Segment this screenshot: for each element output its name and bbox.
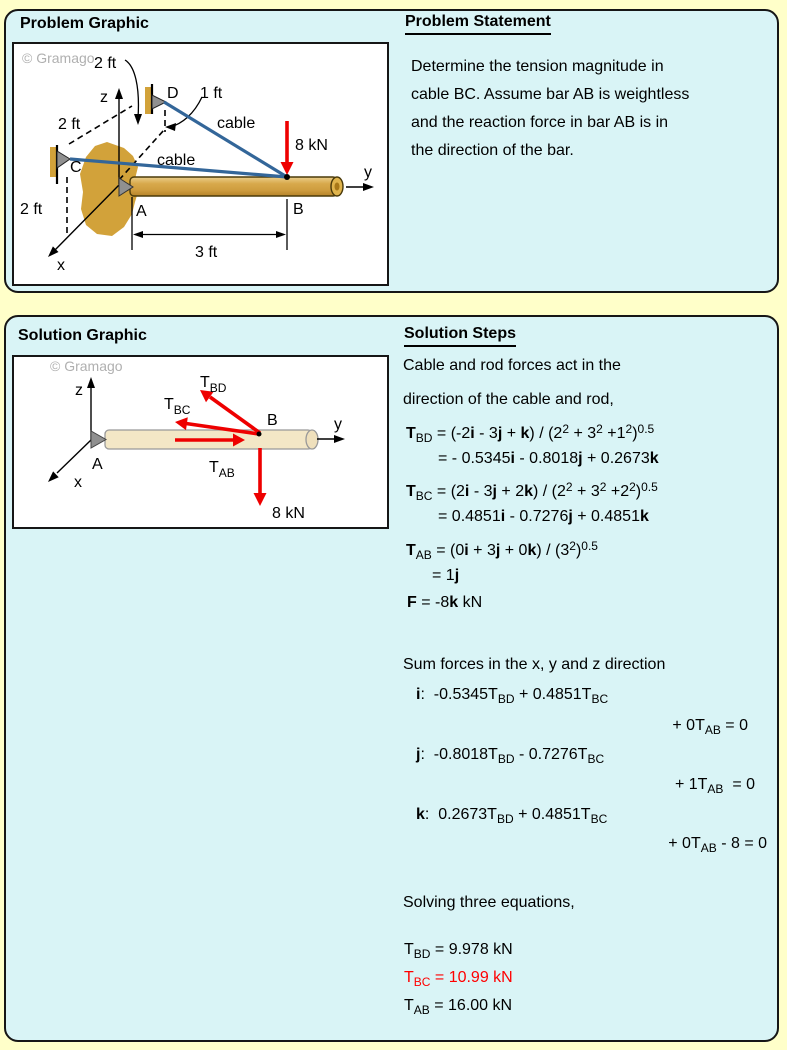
problem-statement-title: Problem Statement xyxy=(405,13,551,35)
y-axis-arrowhead xyxy=(334,435,345,443)
dim-3ft-label: 3 ft xyxy=(195,244,218,261)
callout-curve-2ft xyxy=(125,60,138,118)
equation-tab: $T_{AB} = (0i + 3j + 0k) / (3^2)^{0.5}$ xyxy=(406,539,598,562)
solution-graphic-title: Solution Graphic xyxy=(18,327,147,344)
point-b-label: B xyxy=(293,201,304,218)
z-axis-label: z xyxy=(75,382,83,399)
steps-intro-line: direction of the cable and rod, xyxy=(403,391,614,408)
steps-intro-line: Cable and rod forces act in the xyxy=(403,357,621,374)
point-d-label: D xyxy=(167,85,179,102)
point-b-dot xyxy=(284,174,290,180)
point-b-dot xyxy=(257,432,262,437)
problem-graphic-box xyxy=(12,42,389,286)
bar-end-cap-center xyxy=(335,183,340,191)
bar-end-cap xyxy=(306,430,318,449)
z-axis-label: z xyxy=(100,89,108,106)
problem-diagram-svg xyxy=(14,44,387,284)
equation-sum-j-cont: + $1T_{AB} = 0$ xyxy=(674,776,755,796)
support-triangle-a xyxy=(91,431,106,448)
point-a-label: A xyxy=(136,203,147,220)
problem-graphic-title: Problem Graphic xyxy=(20,15,149,32)
statement-line: the direction of the bar. xyxy=(411,142,574,159)
statement-line: and the reaction force in bar AB is in xyxy=(411,114,669,131)
problem-statement-text xyxy=(411,53,689,165)
callout-arrowhead-2ft xyxy=(134,114,142,125)
z-axis-arrowhead xyxy=(87,377,95,388)
equation-sum-i-cont: + $0T_{AB} = 0$ xyxy=(672,717,748,737)
z-axis-arrowhead xyxy=(115,88,123,99)
sum-forces-heading: Sum forces in the x, y and z direction xyxy=(403,656,666,673)
tbc-arrowhead xyxy=(175,417,188,430)
equation-tbd: $T_{BD} = (-2i - 3j + k) / (2^2 + 3^2 +1^2)^{0.5}$ xyxy=(406,422,655,445)
dim-2ft-bottom-label: 2 ft xyxy=(20,201,43,218)
result-tab: $T_{AB} = 16.00$ kN xyxy=(404,997,513,1017)
equation-tbc-result: = 0.4851i - 0.7276j + 0.4851k xyxy=(438,508,649,525)
tbd-vector-label: $T_{BD}$ xyxy=(200,374,227,395)
force-label: 8 kN xyxy=(295,137,328,154)
result-tbc: $T_{BC} = 10.99$ kN xyxy=(404,969,513,989)
solution-graphic-box xyxy=(12,355,389,529)
bar-ab xyxy=(130,177,337,196)
solving-heading: Solving three equations, xyxy=(403,894,575,911)
anchor-triangle-c xyxy=(57,151,70,168)
dim-1ft-label: 1 ft xyxy=(200,85,223,102)
statement-line: cable BC. Assume bar AB is weightless xyxy=(411,86,690,103)
x-axis-label: x xyxy=(57,257,65,274)
cable-lower-label: cable xyxy=(157,152,196,169)
cable-upper-label: cable xyxy=(217,115,256,132)
anchor-triangle-d xyxy=(152,95,166,109)
watermark: © Gramago xyxy=(50,358,123,374)
solution-steps-title: Solution Steps xyxy=(404,325,516,347)
force-label: 8 kN xyxy=(272,505,305,522)
watermark: © Gramago xyxy=(22,50,95,66)
tab-vector-label: $T_{AB}$ xyxy=(209,459,235,480)
equation-tbc: $T_{BC} = (2i - 3j + 2k) / (2^2 + 3^2 +2^2)^{0.5}$ xyxy=(406,480,658,503)
equation-force: F = -8k kN xyxy=(407,594,483,611)
equation-tab-result: = 1j xyxy=(432,567,460,584)
point-b-label: B xyxy=(267,412,278,429)
equation-tbd-result: = - 0.5345i - 0.8018j + 0.2673k xyxy=(438,450,659,467)
equation-sum-k-cont: + $0T_{AB} - 8 = 0$ xyxy=(668,835,767,855)
solution-diagram-svg xyxy=(14,357,387,527)
dim-arrowhead-right xyxy=(276,231,286,238)
dim-arrowhead-left xyxy=(133,231,143,238)
x-axis-line xyxy=(57,440,91,473)
y-axis-label: y xyxy=(334,416,342,433)
force-arrowhead xyxy=(254,493,267,506)
statement-line: Determine the tension magnitude in xyxy=(411,58,664,75)
result-tbd: $T_{BD} = 9.978$ kN xyxy=(404,941,513,961)
tbc-vector-label: $T_{BC}$ xyxy=(164,396,191,417)
y-axis-arrowhead xyxy=(363,183,374,191)
y-axis-label: y xyxy=(364,164,372,181)
x-axis-label: x xyxy=(74,474,82,491)
callout-arrowhead-1ft xyxy=(165,123,176,131)
point-a-label: A xyxy=(92,456,103,473)
dim-2ft-top-label: 2 ft xyxy=(94,55,117,72)
equation-sum-i: i: $-0.5345T_{BD} + 0.4851T_{BC}$ xyxy=(416,686,609,706)
point-c-label: C xyxy=(70,159,82,176)
dim-2ft-left-label: 2 ft xyxy=(58,116,81,133)
equation-sum-j: j: $-0.8018T_{BD} - 0.7276T_{BC}$ xyxy=(416,746,605,766)
equation-sum-k: k: $0.2673T_{BD} + 0.4851T_{BC}$ xyxy=(416,806,608,826)
